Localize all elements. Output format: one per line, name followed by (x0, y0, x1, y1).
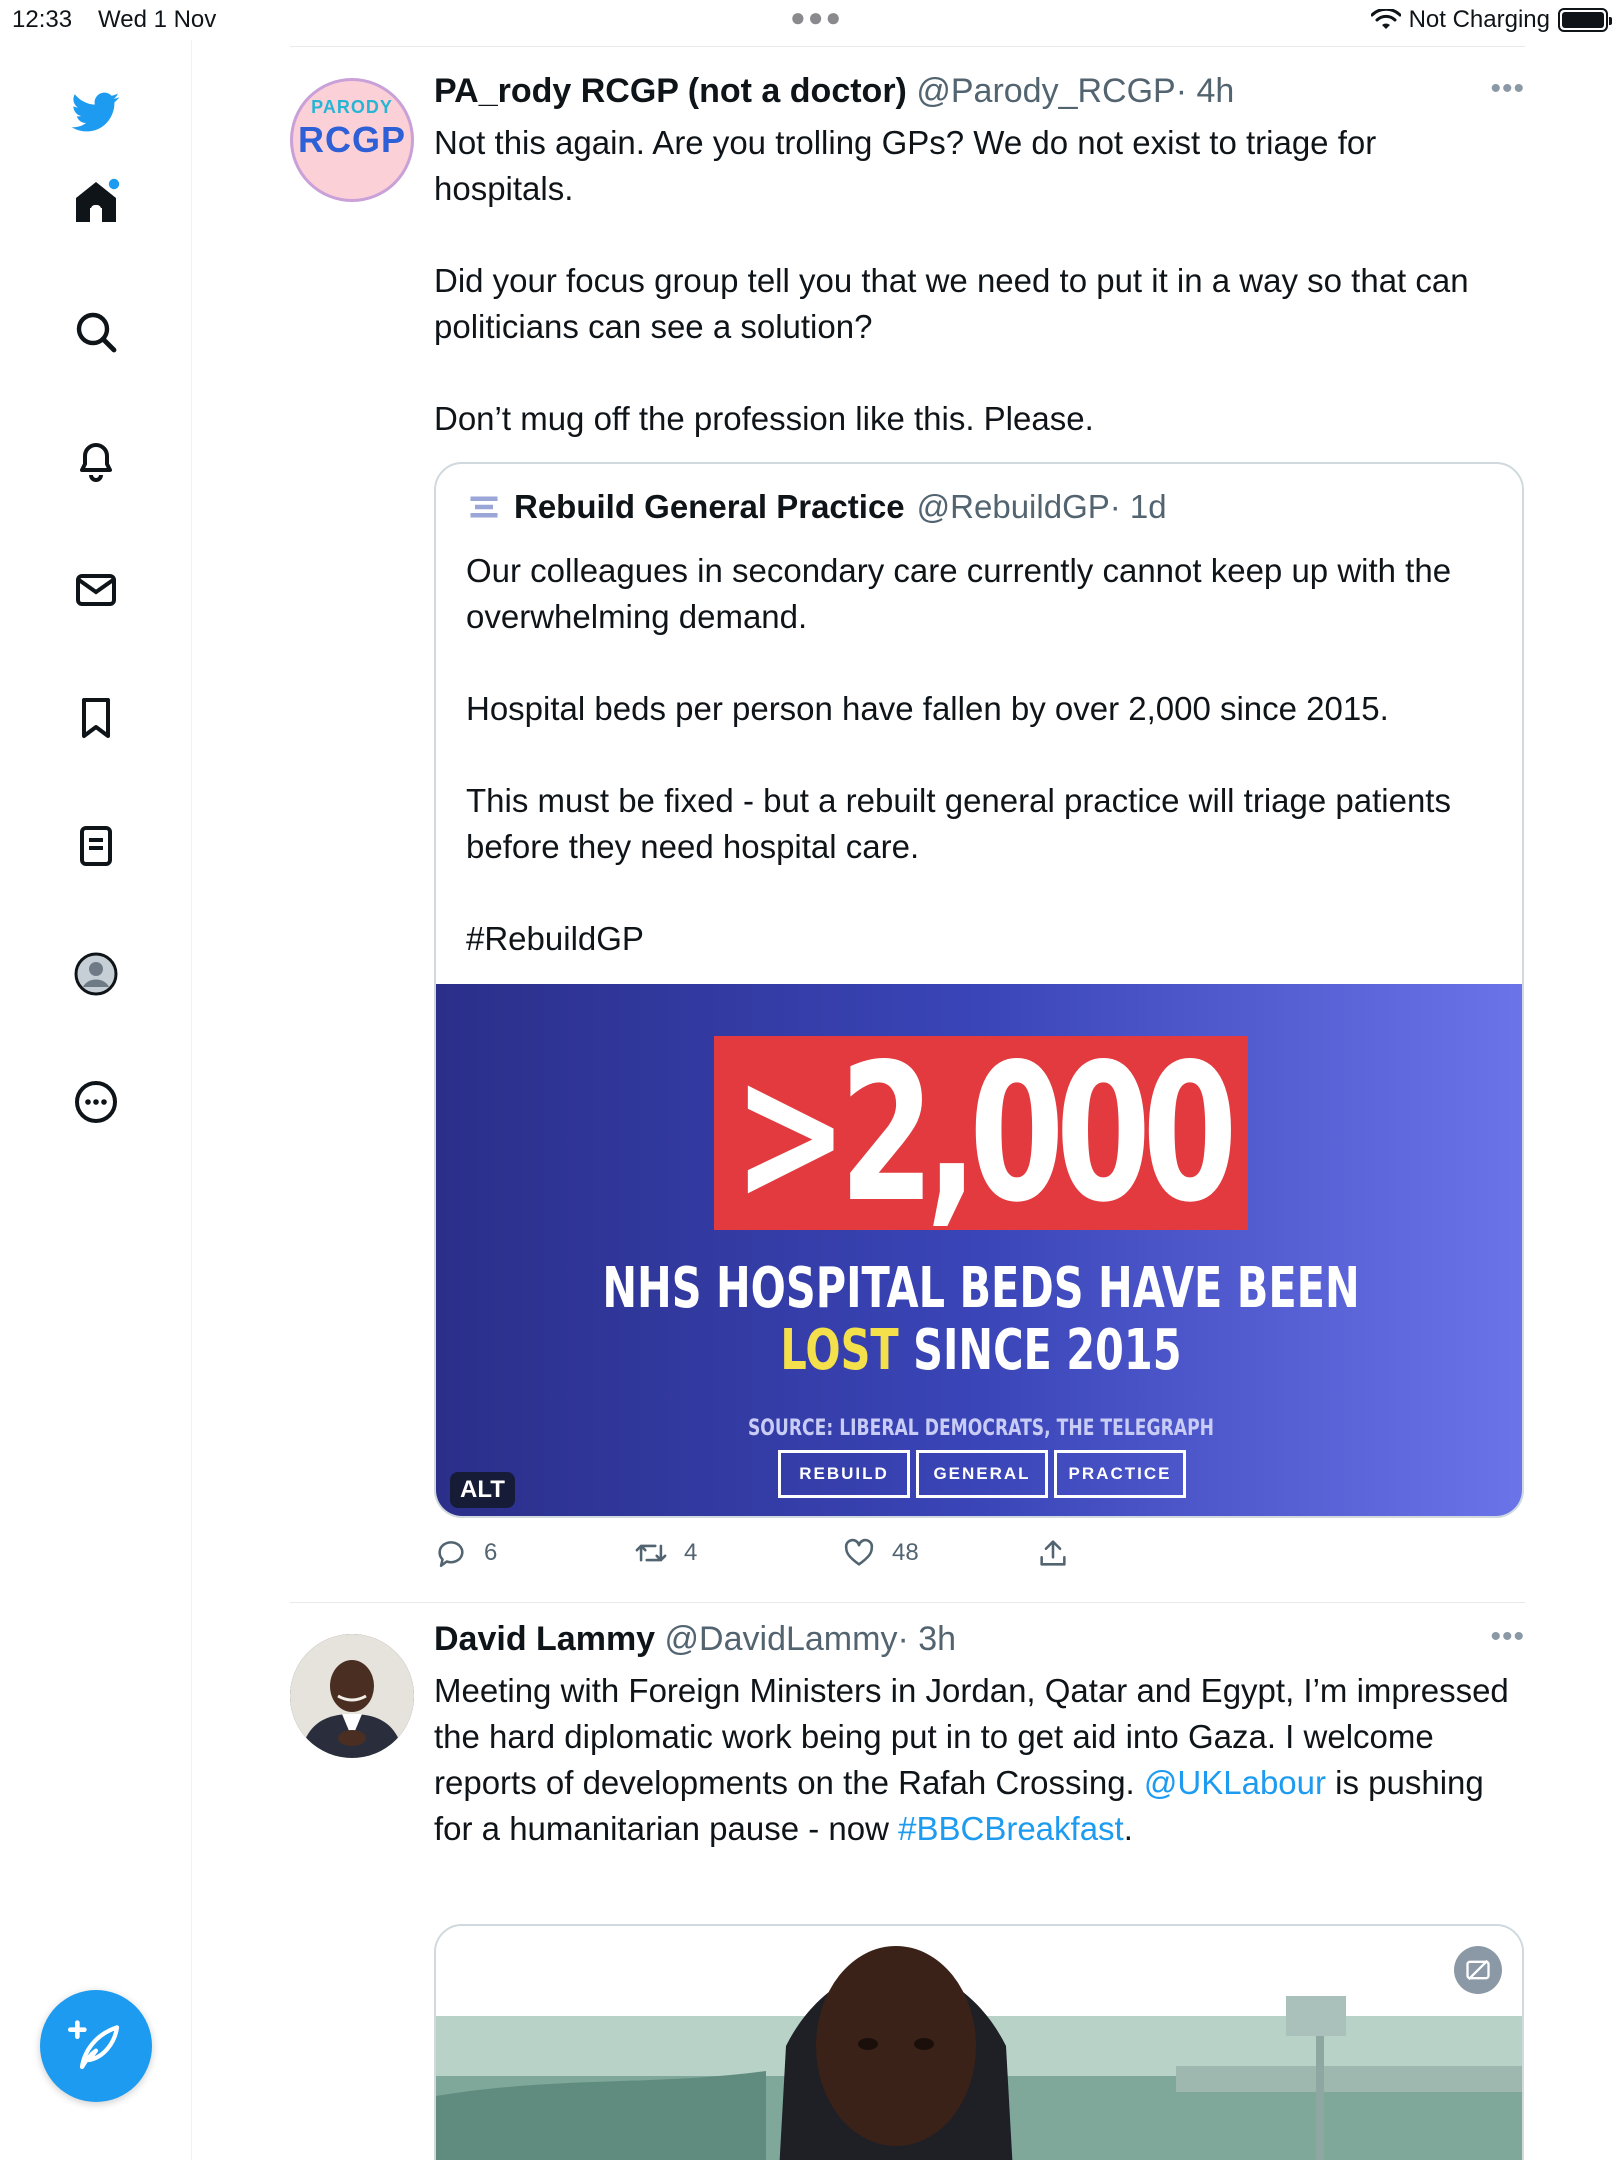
quoted-tweet-text: Our colleagues in secondary care currently cannot keep up with the overwhelming demand. Hospital beds per person have fallen by over 2,000 since 2015. This must be fixed - but a rebuilt general practice will triage patients before they need hospital care. #RebuildGP (466, 552, 1452, 957)
more-circle-icon[interactable] (68, 1074, 124, 1130)
retweet-button[interactable] (634, 1536, 697, 1570)
quoted-tweet-header (466, 488, 1167, 526)
like-button[interactable] (842, 1536, 919, 1570)
alt-badge[interactable]: ALT (450, 1472, 515, 1508)
big-number-box (714, 1022, 1248, 1244)
compose-tweet-button[interactable] (40, 1990, 152, 2102)
mention-link[interactable]: @UKLabour (1143, 1764, 1326, 1801)
image-headline-1: NHS HOSPITAL BEDS HAVE BEEN (602, 1256, 1360, 1321)
retweet-count: 4 (684, 1539, 698, 1566)
image-source: SOURCE: LIBERAL DEMOCRATS, THE TELEGRAPH (747, 1416, 1215, 1441)
image-headline-2: LOST SINCE 2015 (780, 1318, 1182, 1383)
quoted-author-handle[interactable]: @RebuildGP· 1d (916, 488, 1167, 525)
envelope-icon[interactable] (68, 562, 124, 618)
tweet-media[interactable] (434, 1924, 1524, 2160)
quoted-tweet[interactable] (434, 462, 1524, 1518)
twitter-bird-icon[interactable] (68, 84, 124, 140)
big-number: >2,000 (733, 1022, 1229, 1244)
profile-avatar-icon[interactable] (68, 946, 124, 1002)
status-bar (0, 0, 1620, 40)
status-time: 12:33 (12, 6, 73, 33)
author-name[interactable]: David Lammy (434, 1620, 656, 1658)
sidebar (0, 40, 192, 2160)
battery-status-text: Not Charging (1408, 6, 1550, 33)
tweet-header (434, 1620, 956, 1659)
author-name[interactable]: PA_rody RCGP (not a doctor) (434, 72, 907, 110)
tweet-text: Meeting with Foreign Ministers in Jordan, Qatar and Egypt, I’m impressed the hard diplomatic work being put in to get aid into Gaza. I welcome reports of developments on the Rafah Crossing. @UKLabour is pushing for a humanitarian pause - now #BBCBreakfast. (434, 1672, 1518, 1847)
share-button[interactable] (1036, 1536, 1070, 1570)
author-handle[interactable]: @Parody_RCGP (916, 72, 1176, 110)
tweet-time[interactable]: · 3h (897, 1620, 957, 1658)
bell-icon[interactable] (68, 432, 124, 488)
reply-button[interactable] (434, 1536, 497, 1570)
david-lammy-avatar-photo (290, 1634, 414, 1758)
tweet-time[interactable]: · 4h (1175, 72, 1235, 110)
compose-icon (68, 2018, 124, 2074)
home-icon[interactable] (68, 174, 124, 230)
like-count: 48 (892, 1539, 919, 1566)
search-icon[interactable] (68, 304, 124, 360)
rebuildgp-avatar-icon (466, 489, 502, 525)
more-options-icon[interactable]: ••• (1490, 1620, 1525, 1653)
list-icon[interactable] (68, 818, 124, 874)
tag-general: GENERAL (916, 1450, 1048, 1498)
highlight-word: LOST (780, 1318, 899, 1383)
wifi-icon (1371, 9, 1401, 31)
hashtag-link[interactable]: #BBCBreakfast (898, 1810, 1124, 1847)
bookmark-icon[interactable] (68, 690, 124, 746)
avatar-rcgp-text: RCGP (297, 119, 406, 160)
status-date: Wed 1 Nov (98, 6, 217, 33)
tweet-card[interactable] (290, 1602, 1525, 2160)
tag-rebuild: REBUILD (778, 1450, 910, 1498)
image-tags (778, 1450, 1186, 1498)
avatar-parody-text: PARODY (311, 97, 393, 117)
retweet-icon (634, 1536, 668, 1570)
quoted-author-name[interactable]: Rebuild General Practice (514, 488, 905, 525)
multitasking-dots-icon[interactable]: ●●● (790, 2, 844, 32)
tweet-actions (434, 1536, 1134, 1580)
tag-practice: PRACTICE (1054, 1450, 1186, 1498)
avatar[interactable] (290, 1634, 414, 1758)
more-options-icon[interactable]: ••• (1490, 72, 1525, 105)
heart-icon (842, 1536, 876, 1570)
avatar[interactable] (290, 78, 414, 202)
reply-count: 6 (484, 1539, 498, 1566)
battery-icon (1558, 8, 1608, 32)
sensitive-media-icon[interactable] (1454, 1946, 1502, 1994)
status-right (1371, 6, 1608, 34)
reply-icon (434, 1536, 468, 1570)
tweet-header (434, 72, 1234, 111)
quoted-tweet-image[interactable] (436, 984, 1524, 1518)
share-icon (1036, 1536, 1070, 1570)
tweet-text: Not this again. Are you trolling GPs? We do not exist to triage for hospitals. Did your focus group tell you that we need to put it in a way so that can politicians can see a solution? Don’t mug off the profession like this. Please. (434, 124, 1469, 437)
author-handle[interactable]: @DavidLammy (664, 1620, 898, 1658)
tweet-card[interactable] (290, 46, 1525, 1606)
video-thumbnail (436, 1926, 1524, 2160)
